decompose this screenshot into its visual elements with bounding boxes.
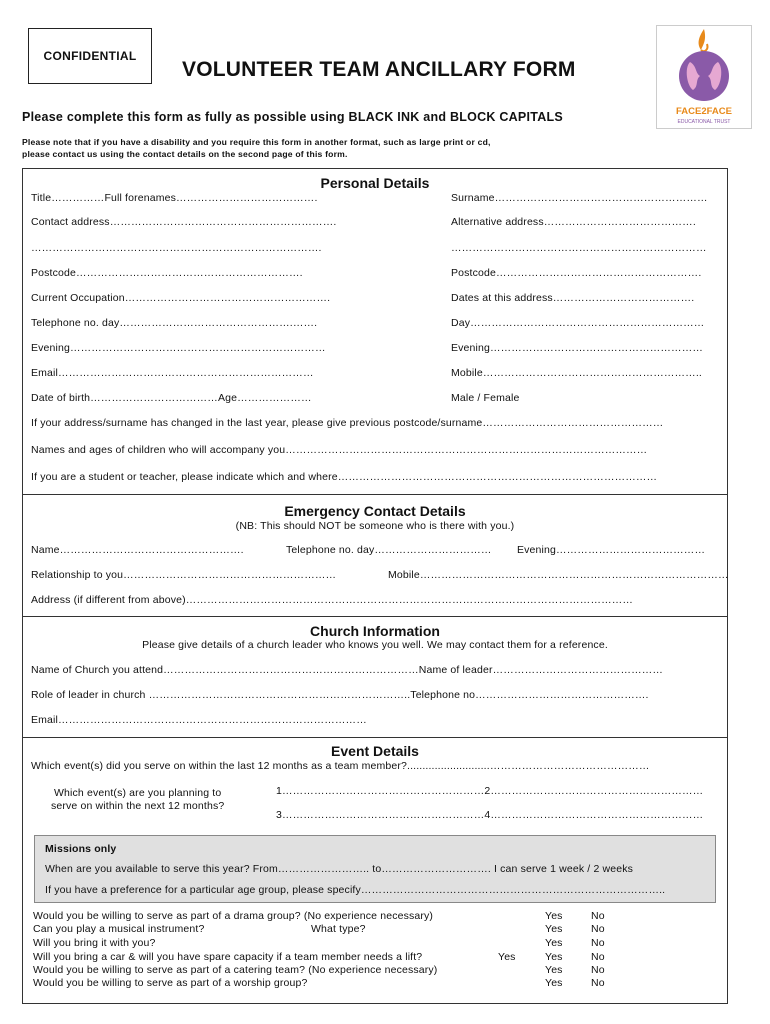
disability-note-2: please contact us using the contact details on the second page of this form. (22, 149, 348, 159)
contact-address-field[interactable]: Contact address………………………………………………………. (31, 216, 337, 228)
confidential-label: CONFIDENTIAL (43, 49, 137, 63)
instrument-no-option[interactable]: No (591, 923, 605, 935)
instrument-type-field[interactable]: What type? (311, 923, 366, 935)
page-title: VOLUNTEER TEAM ANCILLARY FORM (182, 58, 576, 81)
car-yes-option[interactable]: Yes (545, 951, 563, 963)
logo-text: FACE2FACE (676, 106, 732, 117)
age-group-field[interactable]: If you have a preference for a particular age group, please specify………………………………………………………………………….. (45, 884, 666, 896)
dates-at-address-field[interactable]: Dates at this address…………………………………. (451, 292, 695, 304)
telephone-day-field[interactable]: Telephone no. day………………………………………….……. (31, 317, 318, 329)
evening-field[interactable]: Evening……………………………………………………………… (31, 342, 326, 354)
next-events-label-1: Which event(s) are you planning to (54, 787, 222, 799)
student-teacher-field[interactable]: If you are a student or teacher, please indicate which and where……………………………………………………………………………… (31, 471, 658, 483)
sex-choice[interactable]: Male / Female (451, 392, 520, 404)
question-catering: Would you be willing to serve as part of a catering team? (No experience necessary) (33, 964, 438, 976)
title-forenames-field[interactable]: Title……………Full forenames…………………………………. (31, 192, 318, 204)
alt-evening-field[interactable]: Evening…………………………………………………… (451, 342, 703, 354)
alt-postcode-field[interactable]: Postcode…………………………………………………. (451, 267, 702, 279)
missions-only-heading: Missions only (45, 843, 117, 855)
intro-text: Please complete this form as fully as possible using BLACK INK and BLOCK CAPITALS (22, 110, 563, 124)
catering-yes-option[interactable]: Yes (545, 964, 563, 976)
question-drama: Would you be willing to serve as part of a drama group? (No experience necessary) (33, 910, 434, 922)
question-car-lift: Will you bring a car & will you have spare capacity if a team member needs a lift? (33, 951, 423, 963)
church-email-field[interactable]: Email…………………………………………………………………………… (31, 714, 367, 726)
church-information-note: Please give details of a church leader who knows you well. We may contact them for a reference. (142, 639, 608, 651)
question-instrument: Can you play a musical instrument? (33, 923, 205, 935)
worship-no-option[interactable]: No (591, 977, 605, 989)
mobile-field[interactable]: Mobile…………………………………………………….. (451, 367, 702, 379)
next-events-options-1-2[interactable]: 1…………………………………………………2…………………………………………………… (276, 785, 704, 797)
personal-details-heading: Personal Details (320, 175, 430, 191)
instrument-yes-option[interactable]: Yes (545, 923, 563, 935)
contact-address-line2[interactable]: ………………………………………………………………………. (31, 242, 322, 254)
occupation-field[interactable]: Current Occupation…………………………………………………. (31, 292, 331, 304)
alternative-address-field[interactable]: Alternative address……………………………………. (451, 216, 696, 228)
worship-yes-option[interactable]: Yes (545, 977, 563, 989)
alt-day-field[interactable]: Day………………………………………………………… (451, 317, 705, 329)
logo-subtext: EDUCATIONAL TRUST (677, 119, 731, 125)
emergency-address-field[interactable]: Address (if different from above)……………………………………………………………………………………………………………… (31, 594, 634, 606)
dob-age-field[interactable]: Date of birth………………………………Age………………… (31, 392, 312, 404)
emergency-evening-field[interactable]: Evening…………………………………… (517, 544, 706, 556)
question-bring-instrument: Will you bring it with you? (33, 937, 156, 949)
surname-field[interactable]: Surname…………………………………………………… (451, 192, 708, 204)
next-events-options-3-4[interactable]: 3…………………………………………………4…………………………………………………… (276, 809, 704, 821)
church-information-heading: Church Information (310, 623, 440, 639)
postcode-field[interactable]: Postcode………………………………………………………. (31, 267, 303, 279)
children-field[interactable]: Names and ages of children who will accompany you………………………………………………………………………………………… (31, 444, 648, 456)
email-field[interactable]: Email……………………………………………………………… (31, 367, 314, 379)
emergency-mobile-field[interactable]: Mobile…………………………………………………………………………… (388, 569, 729, 581)
next-events-label-2: serve on within the next 12 months? (51, 800, 225, 812)
car-no-option[interactable]: No (591, 951, 605, 963)
question-worship: Would you be willing to serve as part of a worship group? (33, 977, 308, 989)
alternative-address-line2[interactable]: ……………………………………………………………… (451, 242, 707, 254)
emergency-contact-heading: Emergency Contact Details (284, 503, 466, 519)
drama-no-option[interactable]: No (591, 910, 605, 922)
car-extra-yes[interactable]: Yes (498, 951, 516, 963)
emergency-name-field[interactable]: Name……………………………………………. (31, 544, 244, 556)
face2face-logo (656, 25, 752, 129)
leader-role-telephone-field[interactable]: Role of leader in church ………………………………………………………………..Telephone no…………………………………………. (31, 689, 649, 701)
disability-note-1: Please note that if you have a disability and you require this form in another format, such as large print or cd, (22, 137, 491, 147)
previous-address-field[interactable]: If your address/surname has changed in the last year, please give previous postcode/surname…………………………………………… (31, 417, 664, 429)
catering-no-option[interactable]: No (591, 964, 605, 976)
confidential-box (28, 28, 152, 84)
event-details-heading: Event Details (331, 743, 419, 759)
bring-instrument-no-option[interactable]: No (591, 937, 605, 949)
emergency-contact-note: (NB: This should NOT be someone who is there with you.) (235, 520, 515, 532)
past-events-field[interactable]: Which event(s) did you serve on within the last 12 months as a team member?...........................……………………………………… (31, 760, 650, 772)
face2face-logo-icon (657, 26, 751, 128)
emergency-telephone-field[interactable]: Telephone no. day…………………………… (286, 544, 492, 556)
relationship-field[interactable]: Relationship to you…………………………………………………… (31, 569, 337, 581)
availability-field[interactable]: When are you available to serve this year? From…………………….. to…………………………. I can serve 1 week / 2 weeks (45, 863, 634, 875)
bring-instrument-yes-option[interactable]: Yes (545, 937, 563, 949)
drama-yes-option[interactable]: Yes (545, 910, 563, 922)
church-name-leader-field[interactable]: Name of Church you attend………………………………………………………………Name of leader………………………………………… (31, 664, 664, 676)
